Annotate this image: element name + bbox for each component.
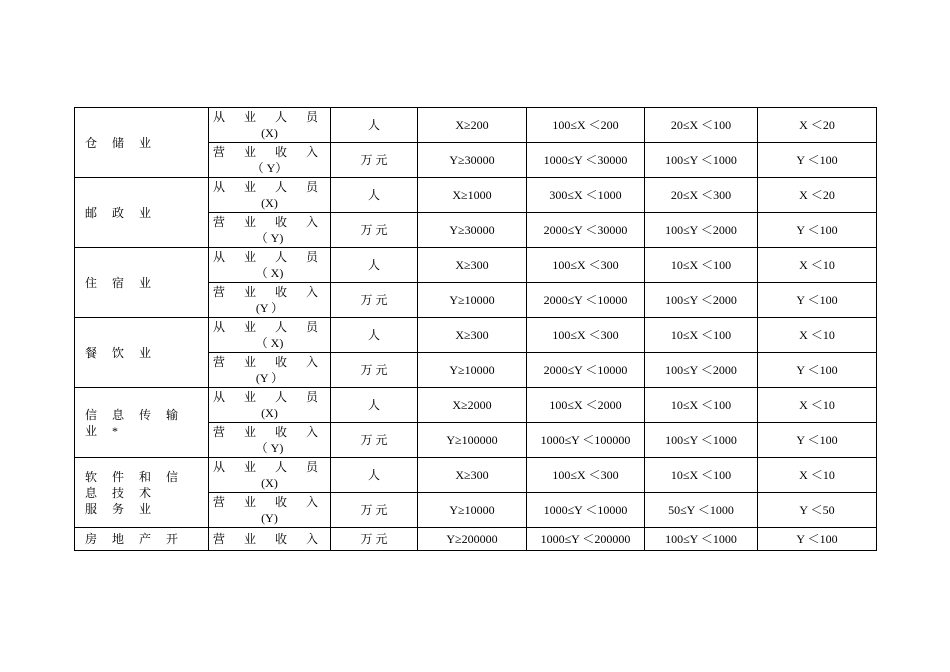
value-cell: X≥300 — [418, 318, 527, 353]
table-row — [75, 388, 877, 423]
value-cell: 2000≤Y ＜10000 — [527, 353, 645, 388]
indicator-name: 营 业 收 入 — [212, 285, 326, 299]
unit-cell: 人 — [331, 458, 418, 493]
value-cell: 100≤Y ＜1000 — [645, 143, 758, 178]
indicator-employees — [209, 248, 331, 283]
value-cell: X≥300 — [418, 248, 527, 283]
indicator-symbol: (X) — [261, 406, 278, 420]
unit-cell: 万 元 — [331, 493, 418, 528]
indicator-name: 从 业 人 员 — [212, 460, 326, 474]
table-row — [75, 528, 877, 551]
indicator-symbol: (X) — [261, 476, 278, 490]
industry-name-line: 业 * — [85, 423, 125, 438]
value-cell: 100≤Y ＜1000 — [645, 423, 758, 458]
industry-name-line: 邮 政 业 — [85, 205, 158, 220]
indicator-symbol: (Y) — [261, 511, 278, 525]
value-cell: 20≤X ＜100 — [645, 108, 758, 143]
value-cell: 2000≤Y ＜10000 — [527, 283, 645, 318]
value-cell: X≥1000 — [418, 178, 527, 213]
value-cell: X ＜10 — [758, 458, 877, 493]
value-cell: Y ＜100 — [758, 143, 877, 178]
value-cell: Y≥200000 — [418, 528, 527, 551]
value-cell: 100≤Y ＜2000 — [645, 353, 758, 388]
value-cell: Y≥30000 — [418, 143, 527, 178]
unit-cell: 万 元 — [331, 353, 418, 388]
industry-name-line: 软 件 和 信 — [85, 469, 185, 484]
value-cell: 300≤X ＜1000 — [527, 178, 645, 213]
value-cell: 1000≤Y ＜100000 — [527, 423, 645, 458]
indicator-revenue — [209, 143, 331, 178]
indicator-revenue — [209, 283, 331, 318]
indicator-symbol: （ X) — [255, 336, 284, 350]
indicator-symbol: (X) — [261, 196, 278, 210]
value-cell: X ＜10 — [758, 388, 877, 423]
industry-name-line: 息 技 术 — [85, 485, 158, 500]
indicator-employees — [209, 318, 331, 353]
value-cell: 100≤X ＜300 — [527, 318, 645, 353]
value-cell: X≥300 — [418, 458, 527, 493]
indicator-name: 营 业 收 入 — [212, 355, 326, 369]
industry-cell — [75, 108, 209, 178]
indicator-revenue — [209, 493, 331, 528]
industry-cell — [75, 318, 209, 388]
value-cell: 10≤X ＜100 — [645, 388, 758, 423]
value-cell: 1000≤Y ＜30000 — [527, 143, 645, 178]
value-cell: Y≥10000 — [418, 493, 527, 528]
indicator-name: 营 业 收 入 — [212, 145, 326, 159]
value-cell: 100≤Y ＜2000 — [645, 283, 758, 318]
value-cell: Y≥10000 — [418, 283, 527, 318]
unit-cell: 人 — [331, 108, 418, 143]
industry-cell: 房 地 产 开 — [75, 528, 209, 551]
indicator-name: 营 业 收 入 — [212, 425, 326, 439]
industry-name-line: 仓 储 业 — [85, 135, 158, 150]
industry-cell — [75, 178, 209, 248]
value-cell: Y≥10000 — [418, 353, 527, 388]
unit-cell: 万 元 — [331, 213, 418, 248]
value-cell: Y ＜50 — [758, 493, 877, 528]
indicator-name: 从 业 人 员 — [212, 180, 326, 194]
indicator-symbol: （ X) — [255, 266, 284, 280]
unit-cell: 人 — [331, 318, 418, 353]
value-cell: Y ＜100 — [758, 528, 877, 551]
value-cell: 100≤Y ＜2000 — [645, 213, 758, 248]
indicator-employees — [209, 108, 331, 143]
industry-cell — [75, 458, 209, 528]
value-cell: 100≤Y ＜1000 — [645, 528, 758, 551]
value-cell: 50≤Y ＜1000 — [645, 493, 758, 528]
value-cell: X≥2000 — [418, 388, 527, 423]
indicator-name: 营 业 收 入 — [212, 495, 326, 509]
value-cell: 100≤X ＜200 — [527, 108, 645, 143]
indicator-revenue: 营 业 收 入 — [209, 528, 331, 551]
value-cell: X ＜20 — [758, 108, 877, 143]
indicator-symbol: （ Y) — [255, 441, 284, 455]
value-cell: 10≤X ＜100 — [645, 458, 758, 493]
value-cell: X ＜10 — [758, 248, 877, 283]
value-cell: 2000≤Y ＜30000 — [527, 213, 645, 248]
indicator-symbol: (Y ） — [255, 371, 284, 385]
unit-cell: 人 — [331, 248, 418, 283]
value-cell: 10≤X ＜100 — [645, 318, 758, 353]
value-cell: Y ＜100 — [758, 423, 877, 458]
unit-cell: 人 — [331, 388, 418, 423]
indicator-name: 营 业 收 入 — [212, 215, 326, 229]
value-cell: Y ＜100 — [758, 283, 877, 318]
industry-name-line: 服 务 业 — [85, 501, 158, 516]
indicator-employees — [209, 388, 331, 423]
indicator-name: 从 业 人 员 — [212, 110, 326, 124]
indicator-employees — [209, 458, 331, 493]
value-cell: 10≤X ＜100 — [645, 248, 758, 283]
value-cell: Y≥100000 — [418, 423, 527, 458]
industry-name-line: 住 宿 业 — [85, 275, 158, 290]
indicator-symbol: （ Y） — [251, 161, 288, 175]
unit-cell: 万 元 — [331, 423, 418, 458]
table-body — [75, 108, 877, 551]
indicator-revenue — [209, 353, 331, 388]
table-row — [75, 318, 877, 353]
indicator-name: 从 业 人 员 — [212, 390, 326, 404]
value-cell: 100≤X ＜300 — [527, 458, 645, 493]
value-cell: 1000≤Y ＜200000 — [527, 528, 645, 551]
value-cell: Y≥30000 — [418, 213, 527, 248]
industry-name-line: 餐 饮 业 — [85, 345, 158, 360]
indicator-revenue — [209, 213, 331, 248]
enterprise-size-standard-table — [74, 107, 877, 551]
value-cell: 1000≤Y ＜10000 — [527, 493, 645, 528]
value-cell: X ＜10 — [758, 318, 877, 353]
table-row — [75, 178, 877, 213]
value-cell: 100≤X ＜2000 — [527, 388, 645, 423]
unit-cell: 人 — [331, 178, 418, 213]
table-row — [75, 108, 877, 143]
industry-cell — [75, 248, 209, 318]
table-row — [75, 458, 877, 493]
indicator-revenue — [209, 423, 331, 458]
unit-cell: 万 元 — [331, 283, 418, 318]
industry-cell — [75, 388, 209, 458]
unit-cell: 万 元 — [331, 528, 418, 551]
unit-cell: 万 元 — [331, 143, 418, 178]
value-cell: Y ＜100 — [758, 353, 877, 388]
value-cell: Y ＜100 — [758, 213, 877, 248]
indicator-symbol: (X) — [261, 126, 278, 140]
industry-name-line: 信 息 传 输 — [85, 407, 185, 422]
value-cell: 20≤X ＜300 — [645, 178, 758, 213]
value-cell: X ＜20 — [758, 178, 877, 213]
value-cell: 100≤X ＜300 — [527, 248, 645, 283]
indicator-name: 从 业 人 员 — [212, 320, 326, 334]
table-row — [75, 248, 877, 283]
value-cell: X≥200 — [418, 108, 527, 143]
indicator-symbol: (Y ） — [255, 301, 284, 315]
indicator-symbol: （ Y) — [255, 231, 284, 245]
indicator-name: 从 业 人 员 — [212, 250, 326, 264]
indicator-employees — [209, 178, 331, 213]
